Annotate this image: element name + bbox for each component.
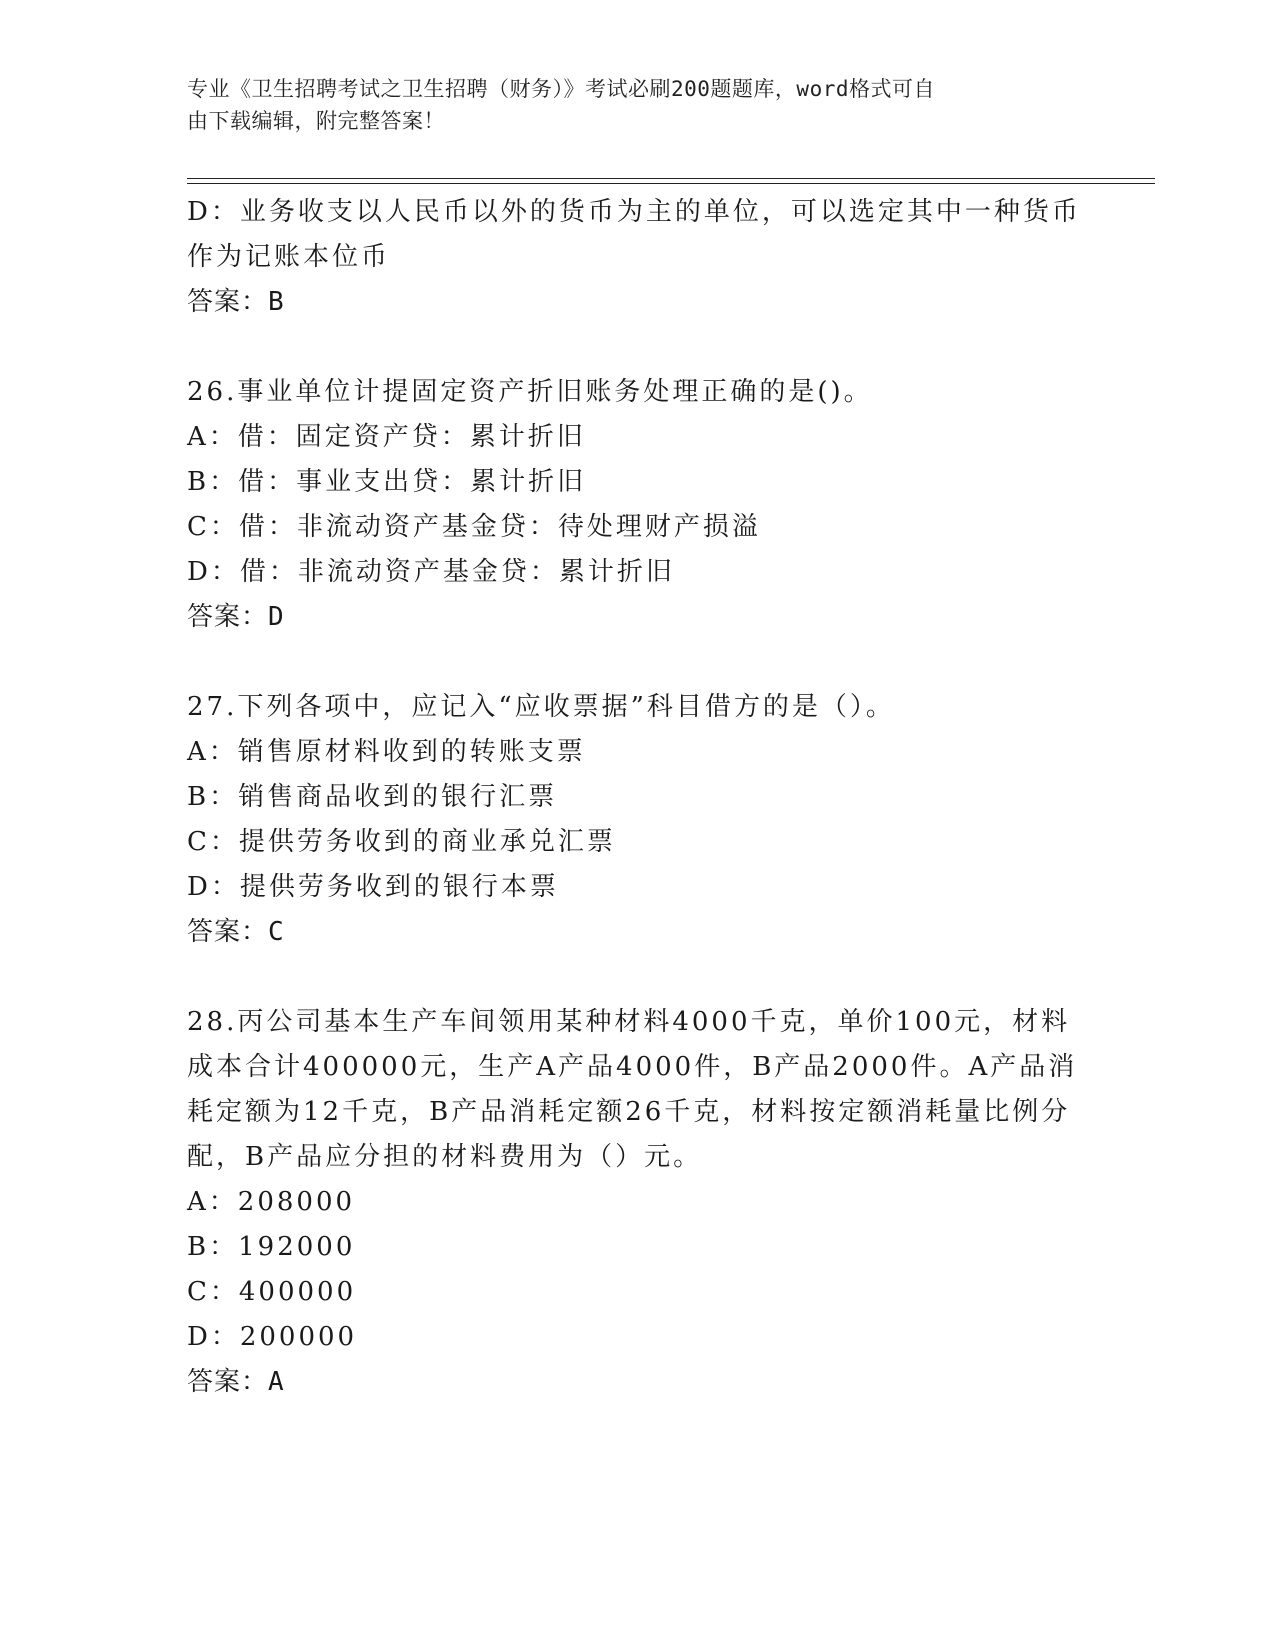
option-d: D：借：非流动资产基金贷：累计折旧 [187,557,675,587]
option-c: C：借：非流动资产基金贷：待处理财产损溢 [187,512,761,542]
answer-label: 答案：C [187,917,285,947]
option-d: D：200000 [187,1322,358,1352]
question-27 [187,685,1087,955]
question-content [187,190,1087,1405]
option-c: C：提供劳务收到的商业承兑汇票 [187,827,616,857]
answer-label: 答案：A [187,1367,285,1397]
question-text-line-3: 耗定额为12千克，B产品消耗定额26千克，材料按定额消耗量比例分 [187,1097,1071,1127]
option-b: B：销售商品收到的银行汇票 [187,782,558,812]
question-text-line-1: 28.丙公司基本生产车间领用某种材料4000千克，单价100元，材料 [187,1007,1071,1037]
option-c: C：400000 [187,1277,357,1307]
header-divider-bottom [187,183,1155,184]
option-a: A：208000 [187,1187,356,1217]
option-a: A：销售原材料收到的转账支票 [187,737,586,767]
option-a: A：借：固定资产贷：累计折旧 [187,422,586,452]
header-divider-top [187,178,1155,179]
answer-label: 答案：D [187,602,285,632]
answer-label: 答案：B [187,287,285,317]
document-header [187,73,1067,137]
question-26 [187,370,1087,640]
option-b: B：192000 [187,1232,356,1262]
option-b: B：借：事业支出贷：累计折旧 [187,467,587,497]
question-text-line-2: 成本合计400000元，生产A产品4000件，B产品2000件。A产品消 [187,1052,1078,1082]
question-text: 27.下列各项中，应记入“应收票据”科目借方的是（）。 [187,692,895,722]
question-text: 26.事业单位计提固定资产折旧账务处理正确的是()。 [187,377,873,407]
header-line-2: 由下载编辑，附完整答案！ [187,109,445,133]
question-text-line-4: 配，B产品应分担的材料费用为（）元。 [187,1142,703,1172]
option-d: D：提供劳务收到的银行本票 [187,872,559,902]
question-28 [187,1000,1087,1405]
option-d-continued: 作为记账本位币 [187,242,391,272]
option-d: D：业务收支以人民币以外的货币为主的单位，可以选定其中一种货币 [187,197,1081,227]
header-line-1: 专业《卫生招聘考试之卫生招聘（财务）》考试必刷200题题库，word格式可自 [187,77,935,101]
question-25-tail [187,190,1087,325]
